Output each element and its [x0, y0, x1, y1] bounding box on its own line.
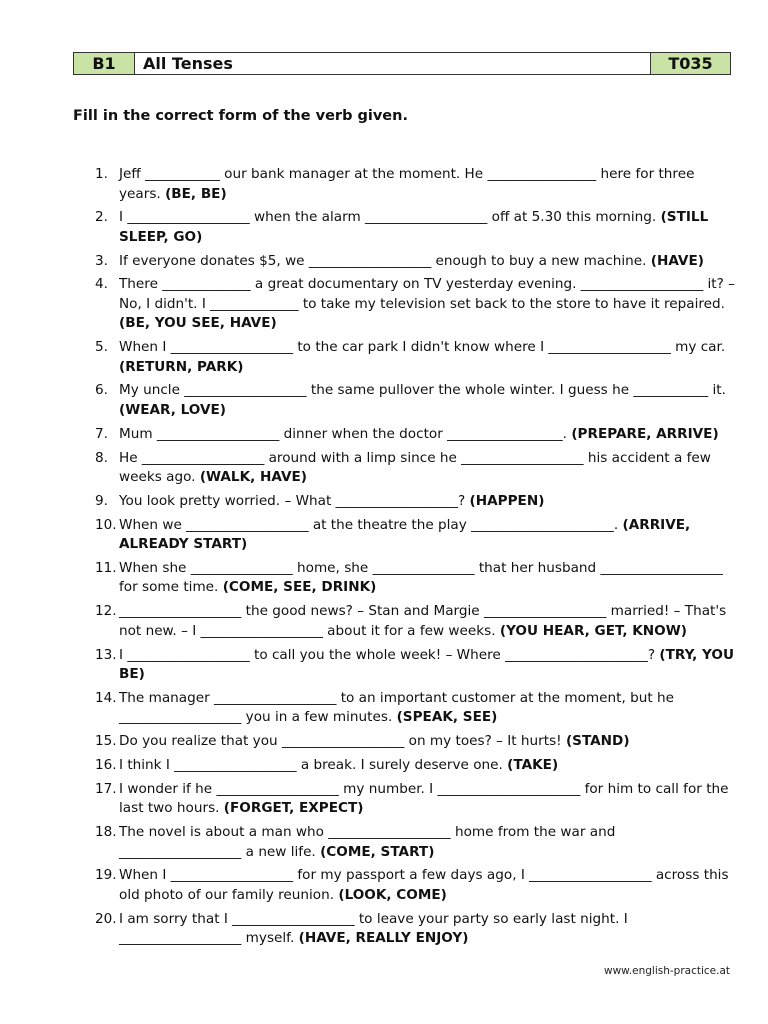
item-verb-hint: (SPEAK, SEE) [396, 709, 498, 726]
exercise-item [95, 646, 740, 685]
item-number: 7. [95, 425, 108, 442]
item-number: 14. [95, 689, 117, 706]
item-content [119, 910, 740, 949]
instruction: Fill in the correct form of the verb given. [73, 108, 408, 124]
item-sentence: I wonder if he __________________ my number. I _____________________ for him to call for the last two hours. [119, 780, 729, 817]
item-sentence: I am sorry that I __________________ to leave your party so early last night. I __________________ myself. [119, 910, 628, 947]
item-content [119, 449, 740, 488]
item-verb-hint: (HAVE, REALLY ENJOY) [298, 930, 469, 947]
item-number: 19. [95, 867, 117, 884]
item-content [119, 646, 740, 685]
item-content [119, 425, 740, 445]
header-table [73, 52, 731, 75]
item-number: 17. [95, 780, 117, 797]
exercise-item [95, 732, 740, 752]
exercise-item [95, 756, 740, 776]
item-number: 18. [95, 824, 117, 841]
item-number: 11. [95, 559, 117, 576]
footer-url: www.english-practice.at [603, 965, 730, 977]
item-number: 9. [95, 492, 108, 509]
exercise-item [95, 866, 740, 905]
exercise-list [95, 165, 740, 953]
item-sentence: When I __________________ for my passport a few days ago, I __________________ across this old photo of our family reunion. [119, 867, 729, 903]
item-number: 6. [95, 382, 108, 399]
item-verb-hint: (HAVE) [650, 252, 704, 269]
item-verb-hint: (WALK, HAVE) [199, 469, 308, 486]
item-verb-hint: (STAND) [565, 733, 630, 750]
item-verb-hint: (BE, YOU SEE, HAVE) [119, 315, 277, 332]
item-number: 12. [95, 603, 117, 620]
item-verb-hint: (COME, SEE, DRINK) [222, 579, 377, 596]
item-sentence: When I __________________ to the car park I didn't know where I __________________ my car. [119, 339, 726, 356]
item-number: 20. [95, 910, 117, 927]
item-verb-hint: (COME, START) [320, 843, 435, 860]
item-content [119, 252, 740, 272]
item-sentence: My uncle __________________ the same pullover the whole winter. I guess he ___________ it. [119, 382, 726, 399]
item-content [119, 492, 740, 512]
item-number: 3. [95, 252, 108, 269]
exercise-item [95, 425, 740, 445]
item-content [119, 756, 740, 776]
item-verb-hint: (STILL SLEEP, GO) [119, 209, 709, 245]
item-number: 5. [95, 339, 108, 356]
item-sentence: When we __________________ at the theatre the play _____________________. [119, 516, 619, 533]
exercise-item [95, 275, 740, 334]
exercise-item [95, 823, 740, 862]
item-verb-hint: (PREPARE, ARRIVE) [571, 425, 719, 442]
item-number: 15. [95, 733, 117, 750]
exercise-item [95, 208, 740, 247]
exercise-item [95, 689, 740, 728]
item-sentence: Jeff ___________ our bank manager at the moment. He ________________ here for three years. [119, 166, 695, 202]
item-verb-hint: (LOOK, COME) [338, 886, 447, 903]
exercise-item [95, 165, 740, 204]
item-content [119, 208, 740, 247]
item-content [119, 689, 740, 728]
exercise-item [95, 559, 740, 598]
item-verb-hint: (HAPPEN) [469, 492, 545, 509]
exercise-item [95, 910, 740, 949]
item-sentence: I __________________ when the alarm __________________ off at 5.30 this morning. [119, 209, 657, 226]
item-sentence: When she _______________ home, she _______________ that her husband __________________ for some time. [119, 559, 723, 596]
exercise-item [95, 516, 740, 555]
item-verb-hint: (TRY, YOU BE) [119, 646, 735, 683]
item-number: 8. [95, 449, 108, 466]
item-content [119, 780, 740, 819]
item-sentence: Mum __________________ dinner when the doctor _________________. [119, 425, 567, 442]
exercise-item [95, 381, 740, 420]
code-cell: T035 [650, 53, 730, 74]
item-number: 1. [95, 166, 108, 182]
item-content [119, 516, 740, 555]
item-sentence: I __________________ to call you the whole week! – Where _____________________? [119, 646, 656, 663]
exercise-item [95, 780, 740, 819]
item-sentence: He __________________ around with a limp since he __________________ his accident a few weeks ago. [119, 449, 711, 486]
item-verb-hint: (FORGET, EXPECT) [223, 800, 364, 817]
item-content [119, 165, 740, 204]
item-sentence: There _____________ a great documentary on TV yesterday evening. __________________ it? – No, I didn't. I _____________ to take my television set back to the store to have it repaired. [119, 276, 735, 312]
item-sentence: You look pretty worried. – What __________________? [119, 492, 466, 509]
item-number: 13. [95, 646, 117, 663]
exercise-item [95, 252, 740, 272]
item-sentence: __________________ the good news? – Stan and Margie __________________ married! – That's not new. – I __________________ about it for a few weeks. [119, 603, 727, 639]
item-content [119, 559, 740, 598]
item-content [119, 602, 740, 641]
item-content [119, 338, 740, 377]
item-sentence: The manager __________________ to an important customer at the moment, but he __________________ you in a few minutes. [119, 689, 674, 726]
item-sentence: Do you realize that you __________________ on my toes? – It hurts! [119, 733, 562, 750]
item-verb-hint: (ARRIVE, ALREADY START) [119, 516, 691, 553]
item-verb-hint: (BE, BE) [165, 185, 227, 202]
item-number: 10. [95, 516, 117, 533]
exercise-item [95, 338, 740, 377]
item-content [119, 823, 740, 862]
item-content [119, 732, 740, 752]
level-cell: B1 [74, 53, 135, 74]
item-content [119, 381, 740, 420]
item-content [119, 275, 740, 334]
item-verb-hint: (WEAR, LOVE) [119, 401, 227, 418]
item-sentence: The novel is about a man who __________________ home from the war and __________________ a new life. [119, 824, 616, 860]
exercise-item [95, 449, 740, 488]
item-number: 4. [95, 276, 108, 293]
item-content [119, 866, 740, 905]
item-sentence: I think I __________________ a break. I surely deserve one. [119, 756, 503, 773]
item-verb-hint: (YOU HEAR, GET, KNOW) [499, 622, 687, 639]
item-verb-hint: (TAKE) [507, 756, 559, 773]
item-verb-hint: (RETURN, PARK) [119, 358, 244, 375]
item-sentence: If everyone donates $5, we __________________ enough to buy a new machine. [119, 252, 647, 269]
item-number: 2. [95, 209, 108, 226]
item-number: 16. [95, 756, 117, 773]
title-cell: All Tenses [135, 53, 650, 74]
exercise-item [95, 602, 740, 641]
exercise-item [95, 492, 740, 512]
